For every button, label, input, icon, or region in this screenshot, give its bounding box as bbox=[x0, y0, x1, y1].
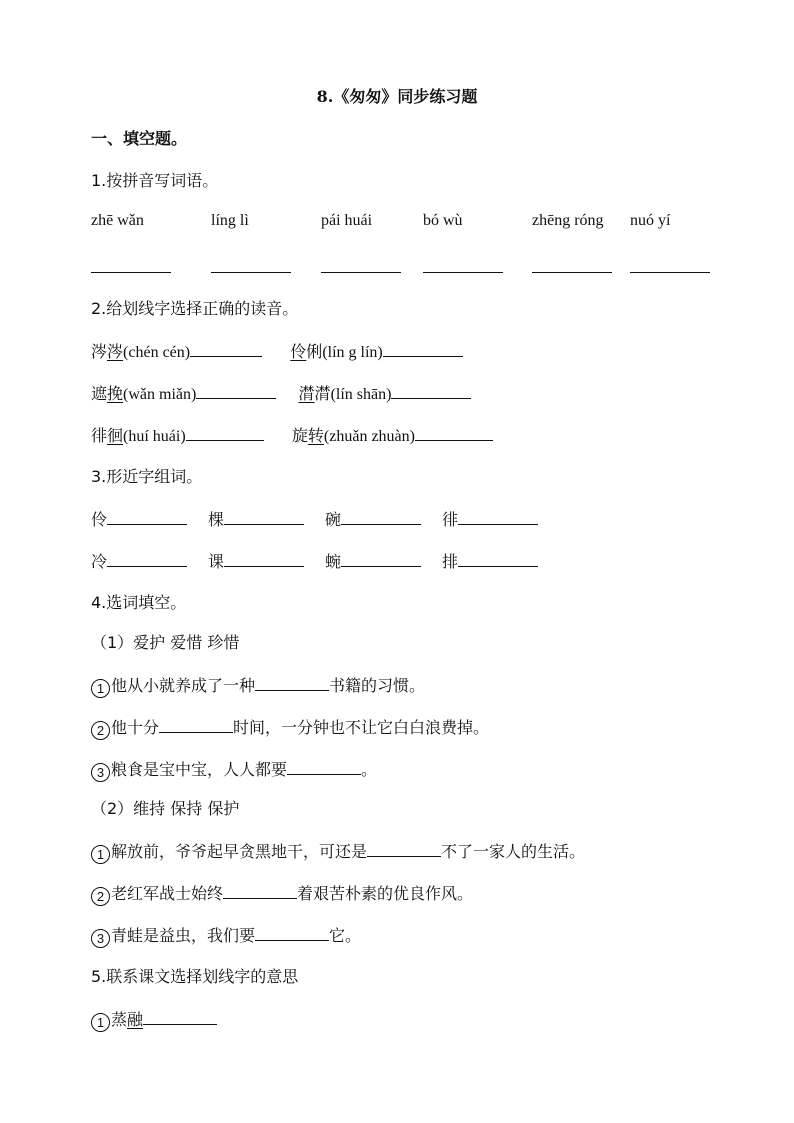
reading-options: (lín shān) bbox=[330, 386, 392, 403]
similar-char: 蜿 bbox=[325, 552, 342, 571]
word-char: 徘 bbox=[91, 426, 108, 445]
answer-blank[interactable] bbox=[107, 508, 187, 525]
circled-number: 2 bbox=[91, 721, 110, 740]
answer-blank[interactable] bbox=[255, 924, 329, 941]
fill-sentence bbox=[91, 882, 473, 906]
word-char: 涔 bbox=[91, 342, 108, 361]
answer-blank[interactable] bbox=[143, 1008, 217, 1025]
similar-char: 棵 bbox=[208, 510, 225, 529]
word-char: 潸 bbox=[314, 384, 331, 403]
reading-options: (zhuǎn zhuàn) bbox=[323, 428, 415, 445]
fill-sentence bbox=[91, 924, 361, 948]
pinyin-4: bó wù bbox=[423, 212, 463, 229]
underlined-char: 徊 bbox=[107, 426, 124, 445]
answer-blank[interactable] bbox=[415, 424, 493, 441]
word-char: 蒸 bbox=[111, 1010, 128, 1029]
answer-blank[interactable] bbox=[367, 840, 441, 857]
answer-blank[interactable] bbox=[383, 340, 463, 357]
sentence-text: 粮食是宝中宝，人人都要 bbox=[111, 760, 288, 779]
sentence-text: 书籍的习惯。 bbox=[329, 676, 426, 695]
fill-sentence bbox=[91, 840, 585, 864]
answer-blank[interactable] bbox=[458, 550, 538, 567]
reading-row bbox=[91, 424, 493, 448]
underlined-char: 潸 bbox=[298, 384, 315, 403]
sentence-text: 不了一家人的生活。 bbox=[441, 842, 586, 861]
similar-char: 碗 bbox=[325, 510, 342, 529]
circled-number: 3 bbox=[91, 763, 110, 782]
circled-number: 3 bbox=[91, 929, 110, 948]
sentence-text: 。 bbox=[361, 760, 378, 779]
sentence-text: 它。 bbox=[329, 926, 362, 945]
answer-blank[interactable] bbox=[458, 508, 538, 525]
sentence-text: 时间，一分钟也不让它白白浪费掉。 bbox=[233, 718, 490, 737]
circled-number: 1 bbox=[91, 1013, 110, 1032]
sentence-text: 解放前，爷爷起早贪黑地干，可还是 bbox=[111, 842, 368, 861]
answer-blank[interactable] bbox=[341, 550, 421, 567]
q1-prompt: 1.按拼音写词语。 bbox=[91, 171, 219, 190]
answer-blank[interactable] bbox=[224, 508, 304, 525]
sentence-text: 老红军战士始终 bbox=[111, 884, 224, 903]
answer-blank[interactable] bbox=[630, 272, 710, 273]
fill-sentence bbox=[91, 716, 489, 740]
answer-blank[interactable] bbox=[190, 340, 262, 357]
similar-char: 排 bbox=[442, 552, 459, 571]
q3-prompt: 3.形近字组词。 bbox=[91, 467, 203, 486]
underlined-char: 转 bbox=[307, 426, 324, 445]
answer-blank[interactable] bbox=[196, 382, 276, 399]
pinyin-1: zhē wǎn bbox=[91, 212, 144, 229]
pinyin-5: zhēng róng bbox=[532, 212, 604, 229]
circled-number: 1 bbox=[91, 679, 110, 698]
answer-blank[interactable] bbox=[91, 272, 171, 273]
circled-number: 2 bbox=[91, 887, 110, 906]
underlined-char: 涔 bbox=[107, 342, 124, 361]
similar-char: 课 bbox=[208, 552, 225, 571]
underlined-char: 伶 bbox=[290, 342, 307, 361]
sentence-text: 他从小就养成了一种 bbox=[111, 676, 256, 695]
answer-blank[interactable] bbox=[532, 272, 612, 273]
similar-char-row bbox=[91, 550, 538, 573]
reading-options: (chén cén) bbox=[123, 344, 191, 361]
answer-blank[interactable] bbox=[255, 674, 329, 691]
pinyin-2: líng lì bbox=[211, 212, 249, 229]
word-options: （2）维持 保持 保护 bbox=[91, 799, 240, 818]
similar-char: 徘 bbox=[442, 510, 459, 529]
answer-blank[interactable] bbox=[186, 424, 264, 441]
answer-blank[interactable] bbox=[223, 882, 297, 899]
page-title: 8.《匆匆》同步练习题 bbox=[316, 87, 478, 106]
word-char: 旋 bbox=[291, 426, 308, 445]
answer-blank[interactable] bbox=[391, 382, 471, 399]
fill-sentence bbox=[91, 1008, 217, 1032]
reading-row bbox=[91, 340, 463, 364]
q5-prompt: 5.联系课文选择划线字的意思 bbox=[91, 967, 299, 986]
sentence-text: 着艰苦朴素的优良作风。 bbox=[297, 884, 474, 903]
reading-options: (lín g lín) bbox=[322, 344, 383, 361]
similar-char-row bbox=[91, 508, 538, 531]
q2-prompt: 2.给划线字选择正确的读音。 bbox=[91, 299, 299, 318]
underlined-char: 挽 bbox=[107, 384, 124, 403]
answer-blank[interactable] bbox=[341, 508, 421, 525]
similar-char: 伶 bbox=[91, 510, 108, 529]
reading-options: (wǎn miǎn) bbox=[123, 386, 197, 403]
q4-prompt: 4.选词填空。 bbox=[91, 593, 187, 612]
answer-blank[interactable] bbox=[211, 272, 291, 273]
similar-char: 冷 bbox=[91, 552, 108, 571]
answer-blank[interactable] bbox=[224, 550, 304, 567]
answer-blank[interactable] bbox=[287, 758, 361, 775]
sentence-text: 他十分 bbox=[111, 718, 160, 737]
answer-blank[interactable] bbox=[321, 272, 401, 273]
pinyin-6: nuó yí bbox=[630, 212, 671, 229]
underlined-char: 融 bbox=[127, 1010, 144, 1029]
sentence-text: 青蛙是益虫，我们要 bbox=[111, 926, 256, 945]
word-char: 俐 bbox=[306, 342, 323, 361]
word-char: 遮 bbox=[91, 384, 108, 403]
reading-row bbox=[91, 382, 471, 406]
answer-blank[interactable] bbox=[107, 550, 187, 567]
circled-number: 1 bbox=[91, 845, 110, 864]
section-heading: 一、填空题。 bbox=[91, 129, 188, 148]
word-options: （1）爱护 爱惜 珍惜 bbox=[91, 633, 240, 652]
fill-sentence bbox=[91, 674, 425, 698]
answer-blank[interactable] bbox=[423, 272, 503, 273]
reading-options: (huí huái) bbox=[123, 428, 186, 445]
pinyin-3: pái huái bbox=[321, 212, 373, 229]
fill-sentence bbox=[91, 758, 377, 782]
answer-blank[interactable] bbox=[159, 716, 233, 733]
